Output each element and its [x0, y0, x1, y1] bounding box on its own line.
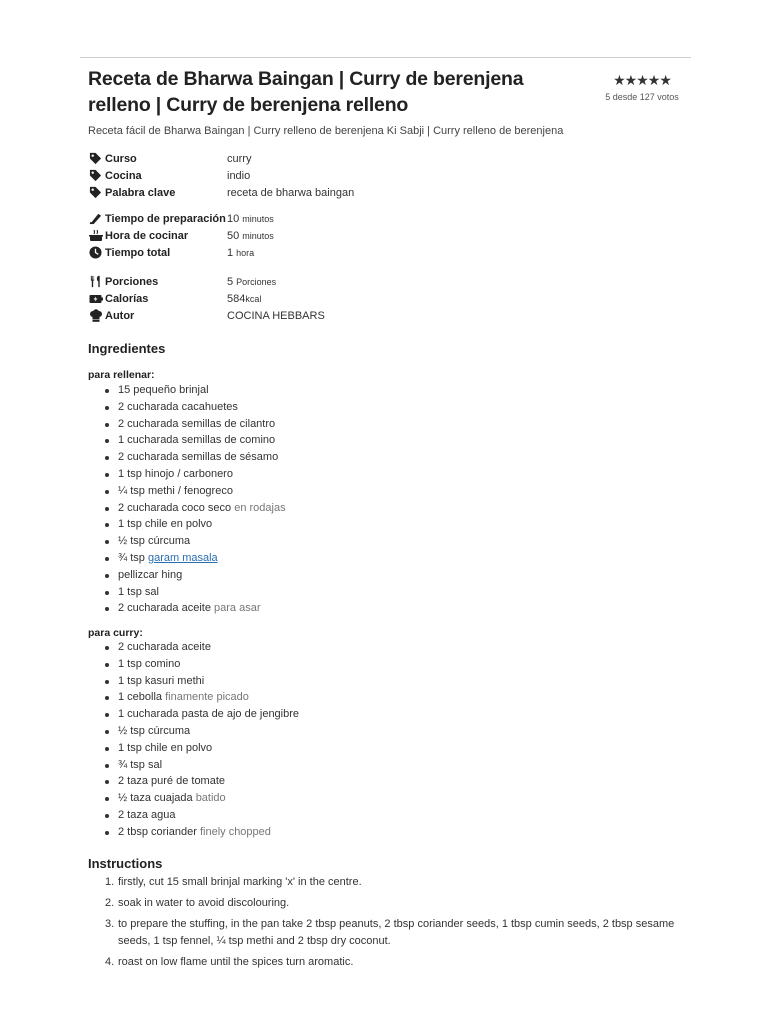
meta-label: Cocina	[105, 169, 142, 182]
ingredient-item	[118, 567, 286, 584]
meta-row	[88, 273, 325, 290]
meta-value: curry	[227, 152, 252, 165]
rating-votes: 5 desde 127 votos	[605, 92, 679, 102]
meta-value-block	[227, 247, 254, 259]
instruction-step	[105, 874, 685, 891]
instructions-heading: Instructions	[88, 856, 163, 871]
battery-icon	[88, 292, 103, 305]
ingredient-item	[118, 824, 299, 841]
meta-label-block	[88, 229, 227, 242]
ingredient-text: ½ tsp cúrcuma	[118, 724, 191, 737]
ingredient-text: ½ tsp cúrcuma	[118, 535, 191, 548]
ingredient-item	[118, 550, 286, 567]
ingredient-text: pellizcar hing	[118, 568, 183, 581]
ingredient-text: 2 cucharada coco seco	[118, 501, 232, 514]
step-text: soak in water to avoid discolouring.	[118, 897, 290, 909]
meta-value-block	[227, 153, 251, 165]
ingredient-note: en rodajas	[234, 501, 286, 514]
meta-unit: Porciones	[236, 276, 277, 287]
ingredient-item	[118, 740, 299, 757]
meta-label-block	[88, 309, 227, 322]
meta-unit: minutos	[242, 213, 274, 224]
meta-label-block	[88, 152, 227, 165]
meta-value-block	[227, 187, 354, 199]
ingredients-heading: Ingredientes	[88, 341, 166, 356]
ingredient-text: ½ taza cuajada	[118, 792, 193, 805]
ingredient-item	[118, 500, 286, 517]
meta-value: indio	[227, 169, 251, 182]
meta-label: Tiempo de preparación	[105, 212, 226, 225]
step-number: 4.	[105, 956, 115, 968]
ingredient-group-title-curry: para curry:	[88, 627, 143, 639]
tag-icon	[88, 186, 103, 199]
meta-group-times	[88, 210, 274, 261]
meta-unit: minutos	[242, 230, 274, 241]
meta-value: 1	[227, 246, 234, 259]
meta-label: Hora de cocinar	[105, 229, 189, 242]
ingredient-item	[118, 807, 299, 824]
meta-label: Curso	[105, 152, 137, 165]
ingredient-item	[118, 673, 299, 690]
top-divider	[80, 57, 691, 58]
meta-label: Tiempo total	[105, 246, 171, 259]
ingredient-item	[118, 773, 299, 790]
ingredient-text: 1 tsp sal	[118, 585, 159, 598]
meta-label-block	[88, 212, 227, 225]
cooking-pot-icon	[88, 229, 103, 242]
ingredient-item	[118, 382, 286, 399]
ingredient-text: 2 cucharada cacahuetes	[118, 400, 238, 413]
utensils-icon	[88, 275, 103, 288]
ingredient-item	[118, 432, 286, 449]
chef-hat-icon	[88, 309, 103, 322]
meta-value: 5	[227, 275, 234, 288]
instruction-step	[105, 916, 685, 950]
recipe-title: Receta de Bharwa Baingan | Curry de berenjena relleno | Curry de berenjena relleno	[88, 68, 524, 116]
meta-row	[88, 244, 274, 261]
ingredient-text: 2 taza puré de tomate	[118, 775, 226, 788]
ingredient-item	[118, 600, 286, 617]
meta-unit: hora	[236, 247, 255, 258]
ingredient-note: finamente picado	[165, 691, 249, 704]
ingredient-text: ¼ tsp methi / fenogreco	[118, 484, 233, 497]
ingredient-link[interactable]: garam masala	[147, 551, 218, 564]
ingredient-text: 1 tsp kasuri methi	[118, 674, 205, 687]
ingredient-text: 1 tsp hinojo / carbonero	[118, 467, 233, 480]
meta-label: Calorías	[105, 292, 149, 305]
meta-value-block	[227, 213, 274, 225]
ingredient-item	[118, 689, 299, 706]
ingredient-item	[118, 399, 286, 416]
ingredient-item	[118, 757, 299, 774]
instruction-step	[105, 954, 685, 971]
meta-group-classification	[88, 150, 354, 201]
recipe-summary: Receta fácil de Bharwa Baingan | Curry relleno de berenjena Ki Sabji | Curry relleno de berenjena	[88, 125, 564, 137]
tag-icon	[88, 169, 103, 182]
meta-value-block	[227, 276, 276, 288]
ingredient-text: 1 cucharada semillas de comino	[118, 434, 276, 447]
ingredient-item	[118, 723, 299, 740]
ingredient-text: 1 tsp comino	[118, 657, 181, 670]
ingredient-text: 1 cucharada pasta de ajo de jengibre	[118, 708, 300, 721]
meta-label: Palabra clave	[105, 186, 176, 199]
meta-unit: kcal	[245, 293, 262, 304]
ingredient-item	[118, 516, 286, 533]
meta-row	[88, 227, 274, 244]
step-number: 1.	[105, 876, 115, 888]
recipe-header	[88, 66, 688, 118]
step-number: 2.	[105, 897, 115, 909]
rating-stars-icon[interactable]: ★★★★★	[613, 72, 671, 88]
step-text: to prepare the stuffing, in the pan take 2 tbsp peanuts, 2 tbsp coriander seeds, 1 tbsp cumin seeds, 2 tbsp sesame seeds, 1 tsp fennel, ¼ tsp methi and 2 tbsp dry coconut.	[118, 918, 675, 947]
ingredient-text: ¾ tsp	[118, 551, 145, 564]
step-text: firstly, cut 15 small brinjal marking 'x' in the centre.	[118, 876, 362, 888]
ingredient-text: 2 taza agua	[118, 808, 176, 821]
ingredient-group-title-stuffing: para rellenar:	[88, 369, 155, 381]
meta-value-block	[227, 170, 250, 182]
meta-label: Autor	[105, 309, 135, 322]
ingredient-text: 2 cucharada semillas de cilantro	[118, 417, 276, 430]
ingredient-text: ¾ tsp sal	[118, 758, 163, 771]
meta-label-block	[88, 186, 227, 199]
ingredient-note: batido	[195, 792, 226, 805]
ingredient-item	[118, 639, 299, 656]
tag-icon	[88, 152, 103, 165]
ingredient-item	[118, 449, 286, 466]
ingredient-note: para asar	[214, 602, 261, 615]
step-number: 3.	[105, 918, 115, 930]
ingredient-item	[118, 466, 286, 483]
knife-icon	[88, 212, 103, 225]
ingredient-item	[118, 483, 286, 500]
ingredient-text: 15 pequeño brinjal	[118, 384, 209, 396]
meta-label: Porciones	[105, 275, 159, 288]
meta-row	[88, 307, 325, 324]
instruction-step	[105, 895, 685, 912]
ingredient-item	[118, 584, 286, 601]
meta-value: 10	[227, 212, 240, 225]
recipe-rating[interactable]	[602, 72, 682, 102]
ingredient-text: 1 tsp chile en polvo	[118, 518, 213, 531]
meta-row	[88, 150, 354, 167]
meta-label-block	[88, 275, 227, 288]
meta-label-block	[88, 292, 227, 305]
ingredient-text: 2 cucharada semillas de sésamo	[118, 451, 279, 464]
ingredient-item	[118, 416, 286, 433]
clock-icon	[88, 246, 103, 259]
meta-value-block	[227, 230, 274, 242]
step-text: roast on low flame until the spices turn aromatic.	[118, 956, 354, 968]
ingredient-text: 2 cucharada aceite	[118, 641, 211, 653]
meta-value: 584	[227, 292, 246, 305]
meta-value-block	[227, 310, 325, 322]
ingredient-text: 1 cebolla	[118, 691, 163, 704]
ingredient-item	[118, 706, 299, 723]
instructions-list	[105, 874, 685, 975]
ingredient-text: 1 tsp chile en polvo	[118, 741, 213, 754]
ingredient-list-stuffing	[118, 382, 286, 617]
ingredient-item	[118, 533, 286, 550]
meta-value: 50	[227, 229, 240, 242]
meta-label-block	[88, 169, 227, 182]
meta-value-block	[227, 293, 261, 305]
ingredient-note: finely chopped	[199, 825, 271, 838]
ingredient-text: 2 tbsp coriander	[118, 825, 197, 838]
meta-row	[88, 167, 354, 184]
meta-group-servings	[88, 273, 325, 324]
ingredient-item	[118, 790, 299, 807]
meta-row	[88, 184, 354, 201]
meta-label-block	[88, 246, 227, 259]
meta-value: COCINA HEBBARS	[227, 309, 325, 322]
meta-row	[88, 210, 274, 227]
meta-value: receta de bharwa baingan	[227, 186, 355, 199]
meta-row	[88, 290, 325, 307]
ingredient-item	[118, 656, 299, 673]
ingredient-list-curry	[118, 639, 299, 841]
ingredient-text: 2 cucharada aceite	[118, 602, 211, 615]
